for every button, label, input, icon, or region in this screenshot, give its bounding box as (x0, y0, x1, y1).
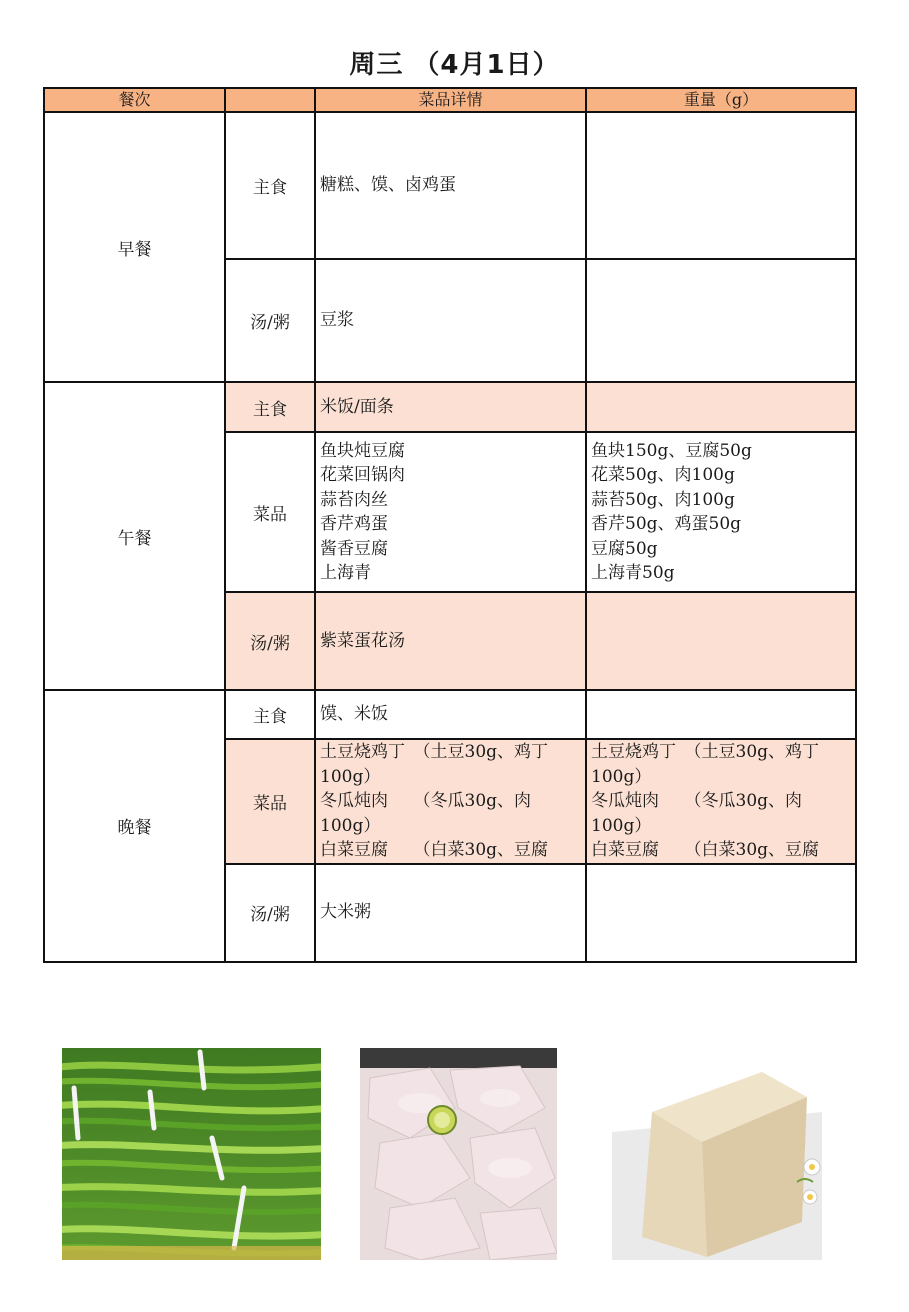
garlic-sprouts-photo (62, 1048, 321, 1260)
category-cell: 主食 (225, 112, 315, 259)
category-cell: 主食 (225, 690, 315, 739)
weight-cell: 鱼块150g、豆腐50g 花菜50g、肉100g 蒜苔50g、肉100g 香芹50g、鸡蛋50g 豆腐50g 上海青50g (586, 432, 856, 592)
detail-cell: 馍、米饭 (315, 690, 586, 739)
category-cell: 菜品 (225, 739, 315, 864)
meal-breakfast: 早餐 (44, 112, 225, 382)
header-meal: 餐次 (44, 88, 225, 112)
header-detail: 菜品详情 (315, 88, 586, 112)
detail-cell: 米饭/面条 (315, 382, 586, 432)
fish-fillet-photo (360, 1048, 557, 1260)
category-cell: 汤/粥 (225, 592, 315, 690)
detail-cell: 鱼块炖豆腐 花菜回锅肉 蒜苔肉丝 香芹鸡蛋 酱香豆腐 上海青 (315, 432, 586, 592)
weight-cell (586, 259, 856, 382)
detail-cell: 豆浆 (315, 259, 586, 382)
weight-cell (586, 690, 856, 739)
weight-cell: 土豆烧鸡丁 （土豆30g、鸡丁100g） 冬瓜炖肉 （冬瓜30g、肉100g） 白菜豆腐 （白菜30g、豆腐 (586, 739, 856, 864)
tofu-photo (612, 1072, 822, 1260)
header-weight: 重量（g） (586, 88, 856, 112)
detail-cell: 糖糕、馍、卤鸡蛋 (315, 112, 586, 259)
menu-table (43, 87, 857, 963)
table-row (44, 382, 856, 432)
detail-cell: 大米粥 (315, 864, 586, 962)
table-row (44, 690, 856, 739)
weight-cell (586, 592, 856, 690)
weight-cell (586, 382, 856, 432)
weight-cell (586, 864, 856, 962)
header-category (225, 88, 315, 112)
page-title: 周三 （4月1日） (349, 50, 560, 80)
table-row (44, 112, 856, 259)
meal-dinner: 晚餐 (44, 690, 225, 962)
weight-cell (586, 112, 856, 259)
category-cell: 菜品 (225, 432, 315, 592)
category-cell: 汤/粥 (225, 259, 315, 382)
header-row (44, 88, 856, 112)
category-cell: 主食 (225, 382, 315, 432)
detail-cell: 土豆烧鸡丁 （土豆30g、鸡丁100g） 冬瓜炖肉 （冬瓜30g、肉100g） 白菜豆腐 （白菜30g、豆腐 (315, 739, 586, 864)
detail-cell: 紫菜蛋花汤 (315, 592, 586, 690)
meal-lunch: 午餐 (44, 382, 225, 690)
category-cell: 汤/粥 (225, 864, 315, 962)
